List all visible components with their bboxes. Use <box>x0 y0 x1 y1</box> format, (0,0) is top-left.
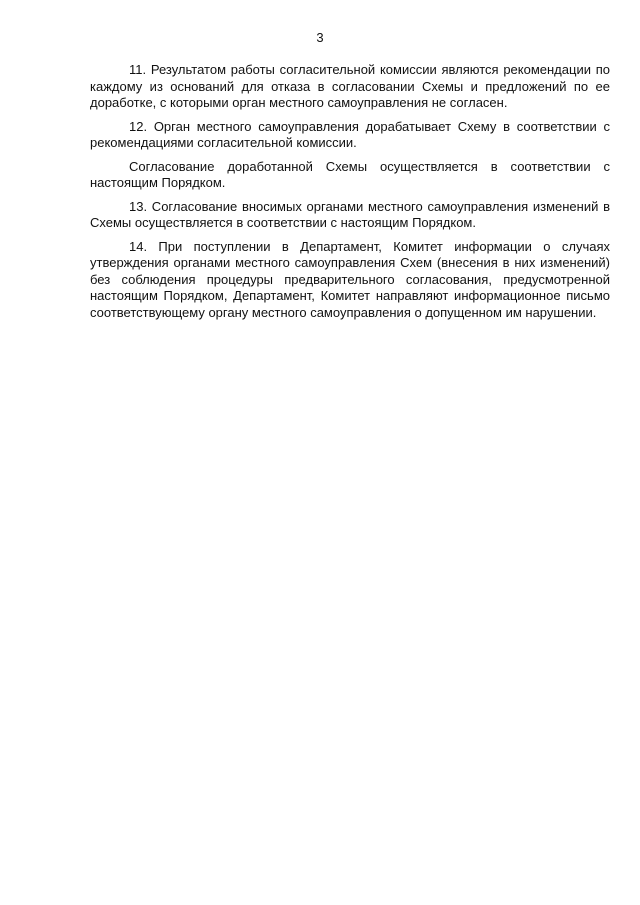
paragraph-12-continuation: Согласование доработанной Схемы осуществляется в соответствии с настоящим Порядком. <box>90 158 610 190</box>
paragraph-14: 14. При поступлении в Департамент, Комитет информации о случаях утверждения органами местного самоуправления Схем (внесения в них изменений) без соблюдения процедуры предварительного согласования, предусмотренной настоящим Порядком, Департамент, Комитет направляют информационное письмо соответствующему органу местного самоуправления о допущенном им нарушении. <box>90 238 610 320</box>
paragraph-11: 11. Результатом работы согласительной комиссии являются рекомендации по каждому из оснований для отказа в согласовании Схемы и предложений по ее доработке, с которыми орган местного самоуправления не согласен. <box>90 62 610 110</box>
paragraph-13: 13. Согласование вносимых органами местного самоуправления изменений в Схемы осуществляется в соответствии с настоящим Порядком. <box>90 198 610 230</box>
document-body <box>90 62 610 328</box>
page-number: 3 <box>316 30 324 45</box>
paragraph-12: 12. Орган местного самоуправления дорабатывает Схему в соответствии с рекомендациями согласительной комиссии. <box>90 118 610 150</box>
